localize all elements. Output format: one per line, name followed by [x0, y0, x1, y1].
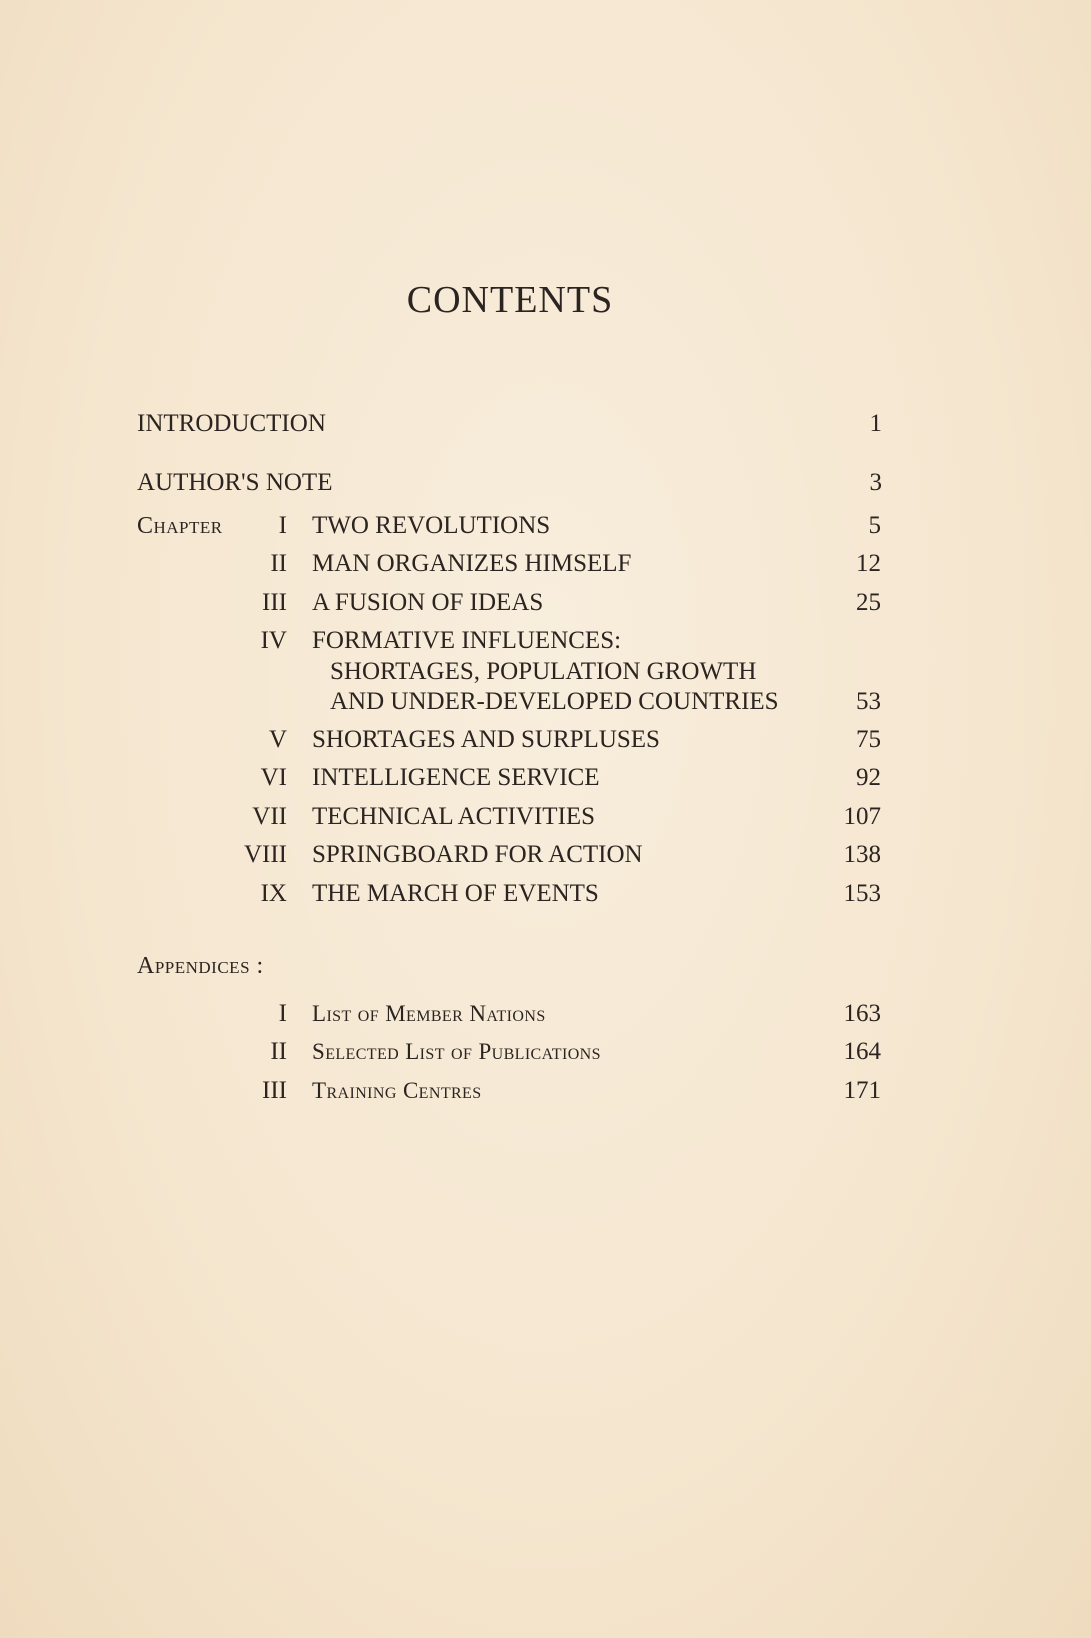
toc-chapter-row	[0, 801, 1091, 833]
toc-chapter-row	[0, 548, 1091, 580]
toc-chapter-row	[0, 878, 1091, 910]
toc-chapter-row	[0, 724, 1091, 756]
appendix-numeral: III	[262, 1077, 287, 1104]
toc-appendix-row	[0, 998, 1091, 1030]
toc-entry-label: AUTHOR'S NOTE	[137, 469, 333, 496]
toc-chapter-row	[0, 510, 1091, 542]
appendix-numeral: I	[278, 1000, 287, 1027]
chapter-numeral: VII	[252, 803, 287, 830]
chapter-numeral: I	[278, 512, 287, 539]
chapter-numeral: VIII	[243, 841, 287, 868]
toc-entry-page: 1	[869, 410, 882, 437]
chapter-title: SPRINGBOARD FOR ACTION	[312, 841, 643, 868]
toc-chapter-row	[0, 839, 1091, 871]
appendix-title: Selected List of Publications	[312, 1039, 601, 1064]
chapter-title: FORMATIVE INFLUENCES:	[312, 627, 622, 654]
chapter-page: 138	[843, 841, 881, 868]
chapter-title: A FUSION OF IDEAS	[312, 589, 544, 616]
appendix-page: 164	[843, 1038, 881, 1065]
chapter-title: TECHNICAL ACTIVITIES	[312, 803, 596, 830]
chapter-title: INTELLIGENCE SERVICE	[312, 764, 600, 791]
appendix-title: Training Centres	[312, 1078, 482, 1103]
chapter-title: THE MARCH OF EVENTS	[312, 880, 599, 907]
chapter-numeral: IX	[260, 880, 287, 907]
appendix-numeral: II	[270, 1038, 287, 1065]
page-title: CONTENTS	[406, 279, 614, 321]
toc-appendix-row	[0, 1036, 1091, 1068]
appendix-title: List of Member Nations	[312, 1001, 546, 1026]
chapter-prefix: Chapter	[137, 513, 223, 539]
toc-entry-label: INTRODUCTION	[137, 410, 326, 437]
appendices-heading: Appendices :	[137, 953, 264, 979]
toc-chapter-row	[0, 587, 1091, 619]
toc-entry-introduction	[137, 408, 882, 440]
toc-entry-page: 3	[869, 469, 882, 496]
chapter-numeral: V	[268, 726, 287, 753]
chapter-title-continuation: SHORTAGES, POPULATION GROWTH	[330, 658, 757, 685]
chapter-page: 5	[868, 512, 881, 539]
chapter-page: 25	[856, 589, 881, 616]
chapter-page: 153	[843, 880, 881, 907]
chapter-numeral: IV	[260, 627, 287, 654]
appendix-page: 163	[843, 1000, 881, 1027]
chapter-title: TWO REVOLUTIONS	[312, 512, 551, 539]
chapter-numeral: II	[270, 550, 287, 577]
chapter-title: SHORTAGES AND SURPLUSES	[312, 726, 660, 753]
toc-appendix-row	[0, 1075, 1091, 1107]
chapter-numeral: VI	[260, 764, 287, 791]
chapter-numeral: III	[262, 589, 287, 616]
chapter-page: 12	[856, 550, 881, 577]
toc-chapter-row	[0, 625, 1091, 657]
chapter-page: 53	[856, 688, 881, 715]
chapter-page: 75	[856, 726, 881, 753]
chapter-title: MAN ORGANIZES HIMSELF	[312, 550, 632, 577]
chapter-page: 107	[843, 803, 881, 830]
chapter-title-continuation: AND UNDER-DEVELOPED COUNTRIES	[330, 688, 779, 715]
chapter-page: 92	[856, 764, 881, 791]
appendix-page: 171	[843, 1077, 881, 1104]
toc-chapter-row	[0, 762, 1091, 794]
toc-entry-authors-note	[137, 467, 882, 499]
toc-chapter-row-cont	[0, 686, 1091, 718]
